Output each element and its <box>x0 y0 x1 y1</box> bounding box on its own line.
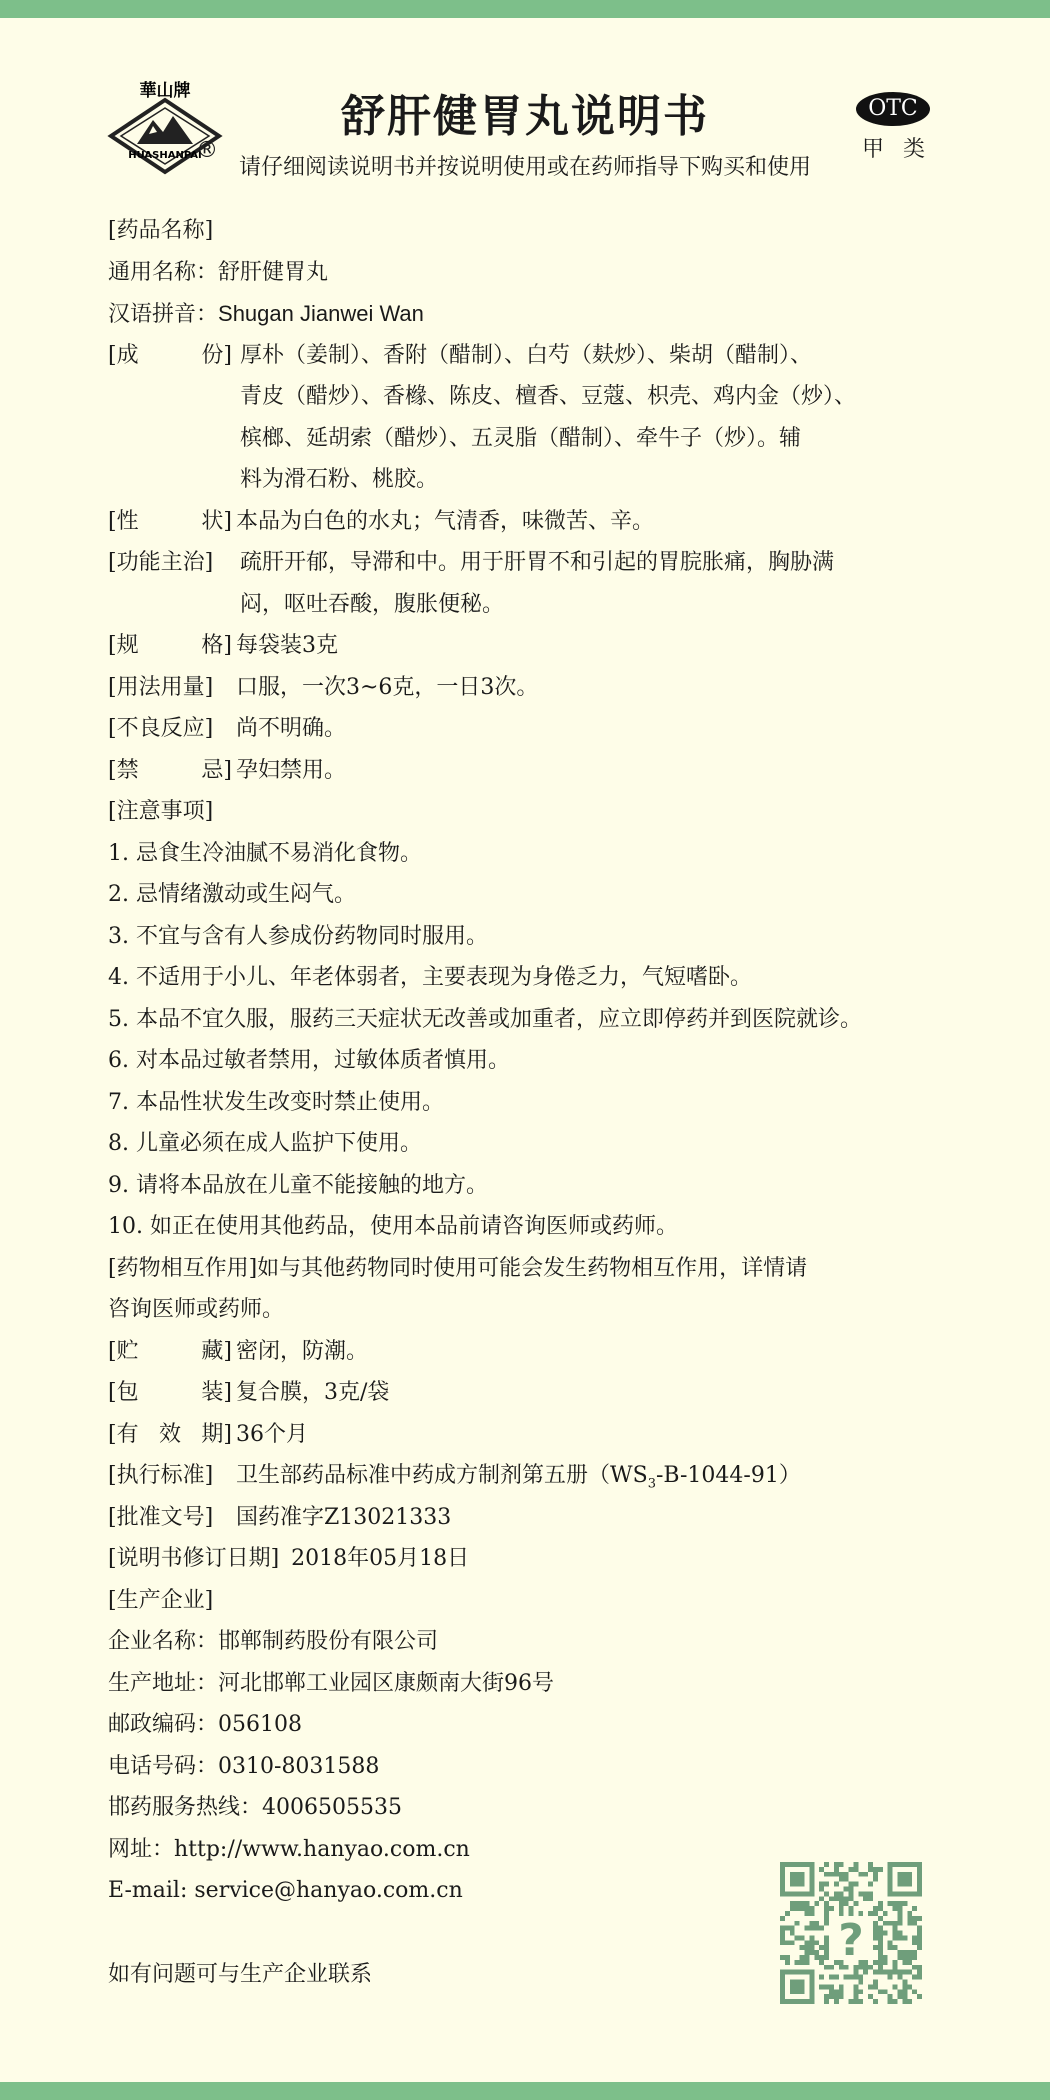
interaction-line-1: 如与其他药物同时使用可能会发生药物相互作用，详情请 <box>257 1255 808 1281</box>
precaution-number: 3. <box>108 923 129 949</box>
leaflet-content <box>108 210 988 1995</box>
precaution-text: 忌食生冷油腻不易消化食物。 <box>136 840 423 866</box>
standard-row <box>108 1455 988 1497</box>
usage-row <box>108 667 988 709</box>
registered-mark: ® <box>196 138 218 163</box>
generic-name-value: 舒肝健胃丸 <box>218 259 329 285</box>
precaution-number: 1. <box>108 840 129 866</box>
revision-value: 2018年05月18日 <box>291 1546 470 1571</box>
svg-text:?: ? <box>838 1915 864 1967</box>
website-link[interactable]: http://www.hanyao.com.cn <box>174 1836 470 1862</box>
contraindication-label: [禁 忌] <box>108 757 232 783</box>
precaution-number: 4. <box>108 965 129 990</box>
approval-value: 国药准字Z13021333 <box>236 1504 452 1530</box>
address-value: 河北邯郸工业园区康颇南大街96号 <box>218 1670 555 1696</box>
precaution-number: 10. <box>108 1214 143 1239</box>
phone-value: 0310-8031588 <box>218 1753 380 1779</box>
page-title: 舒肝健胃丸说明书 <box>341 91 709 142</box>
precaution-text: 忌情绪激动或生闷气。 <box>136 882 357 907</box>
validity-value: 36个月 <box>236 1421 308 1447</box>
precaution-text: 本品不宜久服，服药三天症状无改善或加重者，应立即停药并到医院就诊。 <box>136 1006 863 1032</box>
character-value: 本品为白色的水丸；气清香，味微苦、辛。 <box>236 508 655 534</box>
standard-prefix: 卫生部药品标准中药成方制剂第五册（WS <box>236 1463 648 1488</box>
precaution-item <box>108 1165 988 1207</box>
company-label: 企业名称： <box>108 1629 219 1654</box>
package-label: [包 装] <box>108 1380 232 1405</box>
precaution-text: 儿童必须在成人监护下使用。 <box>136 1131 423 1156</box>
bottom-color-band <box>0 2082 1050 2100</box>
precaution-item <box>108 833 988 875</box>
precaution-item <box>108 999 988 1041</box>
logo-brand-en: HUASHANPAI <box>128 150 202 161</box>
spec-row <box>108 625 988 667</box>
drug-name-heading: [药品名称] <box>108 218 214 243</box>
precaution-text: 不适用于小儿、年老体弱者，主要表现为身倦乏力，气短嗜卧。 <box>136 965 753 990</box>
interaction-label: [药物相互作用] <box>108 1255 258 1281</box>
ingredients-line-3: 槟榔、延胡索（醋炒）、五灵脂（醋制）、牵牛子（炒）。辅 <box>240 425 802 451</box>
precaution-text: 请将本品放在儿童不能接触的地方。 <box>136 1172 489 1198</box>
precaution-text: 不宜与含有人参成份药物同时服用。 <box>136 923 489 949</box>
validity-row <box>108 1414 988 1456</box>
revision-row <box>108 1538 988 1580</box>
indications-line-2: 闷，呕吐吞酸，腹胀便秘。 <box>240 591 505 617</box>
character-label: [性 状] <box>108 508 232 534</box>
storage-label: [贮 藏] <box>108 1338 232 1364</box>
email-label: E-mail: <box>108 1878 188 1903</box>
top-color-band <box>0 0 1050 18</box>
ingredients-line-4: 料为滑石粉、桃胶。 <box>240 467 439 492</box>
website-label: 网 址： <box>108 1836 175 1862</box>
precaution-text: 本品性状发生改变时禁止使用。 <box>136 1089 445 1115</box>
postcode-value: 056108 <box>218 1712 302 1737</box>
spec-value: 每袋装3克 <box>236 633 338 658</box>
precautions-heading: [注意事项] <box>108 799 214 824</box>
approval-label: [批准文号] <box>108 1504 214 1530</box>
pinyin-value: Shugan Jianwei Wan <box>218 301 424 326</box>
precaution-text: 对本品过敏者禁用，过敏体质者慎用。 <box>136 1048 511 1073</box>
qr-code <box>780 1862 922 2004</box>
storage-row <box>108 1331 988 1373</box>
adverse-label: [不良反应] <box>108 716 214 741</box>
pinyin-label: 汉语拼音： <box>108 302 219 327</box>
hotline-label: 邯药服务热线： <box>108 1795 263 1820</box>
ingredients-label: [成 份] <box>108 342 232 368</box>
contraindication-row <box>108 750 988 792</box>
indications-line-1: 疏肝开郁，导滞和中。用于肝胃不和引起的胃脘胀痛，胸胁满 <box>240 550 835 575</box>
interaction-line-2: 咨询医师或药师。 <box>108 1297 285 1322</box>
email-link[interactable]: service@hanyao.com.cn <box>194 1878 463 1903</box>
footer-note: 如有问题可与生产企业联系 <box>108 1961 373 1987</box>
precaution-item <box>108 916 988 958</box>
otc-badge: OTC <box>856 92 930 126</box>
validity-label: [有 效 期] <box>108 1421 232 1447</box>
precaution-number: 9. <box>108 1172 129 1198</box>
contraindication-value: 孕妇禁用。 <box>236 757 347 783</box>
phone-label: 电话号码： <box>108 1753 219 1779</box>
precaution-item <box>108 1040 988 1082</box>
indications-label: [功能主治] <box>108 550 214 575</box>
storage-value: 密闭，防潮。 <box>236 1338 369 1364</box>
phone-row <box>108 1746 988 1788</box>
package-value: 复合膜，3克/袋 <box>236 1380 390 1405</box>
precaution-number: 8. <box>108 1131 129 1156</box>
standard-suffix: -B-1044-91） <box>655 1463 801 1488</box>
hotline-row <box>108 1787 988 1829</box>
ingredients-row <box>108 335 988 377</box>
ingredients-line-2: 青皮（醋炒）、香橼、陈皮、檀香、豆蔻、枳壳、鸡内金（炒）、 <box>240 384 857 409</box>
hotline-value: 4006505535 <box>262 1795 402 1820</box>
precaution-item <box>108 1123 988 1165</box>
logo-brand-cn: 華山牌 <box>139 81 191 101</box>
spec-label: [规 格] <box>108 633 232 658</box>
manufacturer-heading: [生产企业] <box>108 1587 214 1613</box>
company-row <box>108 1621 988 1663</box>
usage-value: 口服，一次3~6克，一日3次。 <box>236 674 539 700</box>
indications-row <box>108 542 988 584</box>
generic-name-row <box>108 252 988 294</box>
address-row <box>108 1663 988 1705</box>
adverse-row <box>108 708 988 750</box>
revision-label: [说明书修订日期] <box>108 1546 280 1571</box>
otc-class: 甲 类 <box>862 137 931 162</box>
standard-subscript: 3 <box>647 1476 656 1492</box>
precaution-item <box>108 874 988 916</box>
precaution-item <box>108 957 988 999</box>
usage-label: [用法用量] <box>108 674 214 700</box>
pinyin-row <box>108 293 988 335</box>
precaution-number: 5. <box>108 1006 129 1032</box>
postcode-label: 邮政编码： <box>108 1712 219 1737</box>
precaution-number: 7. <box>108 1089 129 1115</box>
address-label: 生产地址： <box>108 1670 219 1696</box>
standard-label: [执行标准] <box>108 1463 214 1488</box>
approval-row <box>108 1497 988 1539</box>
adverse-value: 尚不明确。 <box>236 716 347 741</box>
precaution-item <box>108 1082 988 1124</box>
precautions-list <box>108 833 988 1248</box>
page-subtitle: 请仔细阅读说明书并按说明使用或在药师指导下购买和使用 <box>238 155 811 180</box>
generic-name-label: 通用名称： <box>108 259 219 285</box>
character-row <box>108 501 988 543</box>
postcode-row <box>108 1704 988 1746</box>
company-value: 邯郸制药股份有限公司 <box>218 1629 439 1654</box>
precaution-text: 如正在使用其他药品，使用本品前请咨询医师或药师。 <box>150 1214 679 1239</box>
interaction-row <box>108 1248 988 1290</box>
package-row <box>108 1372 988 1414</box>
precaution-number: 6. <box>108 1048 129 1073</box>
precaution-number: 2. <box>108 882 129 907</box>
ingredients-line-1: 厚朴（姜制）、香附（醋制）、白芍（麸炒）、柴胡（醋制）、 <box>240 342 813 368</box>
precaution-item <box>108 1206 988 1248</box>
